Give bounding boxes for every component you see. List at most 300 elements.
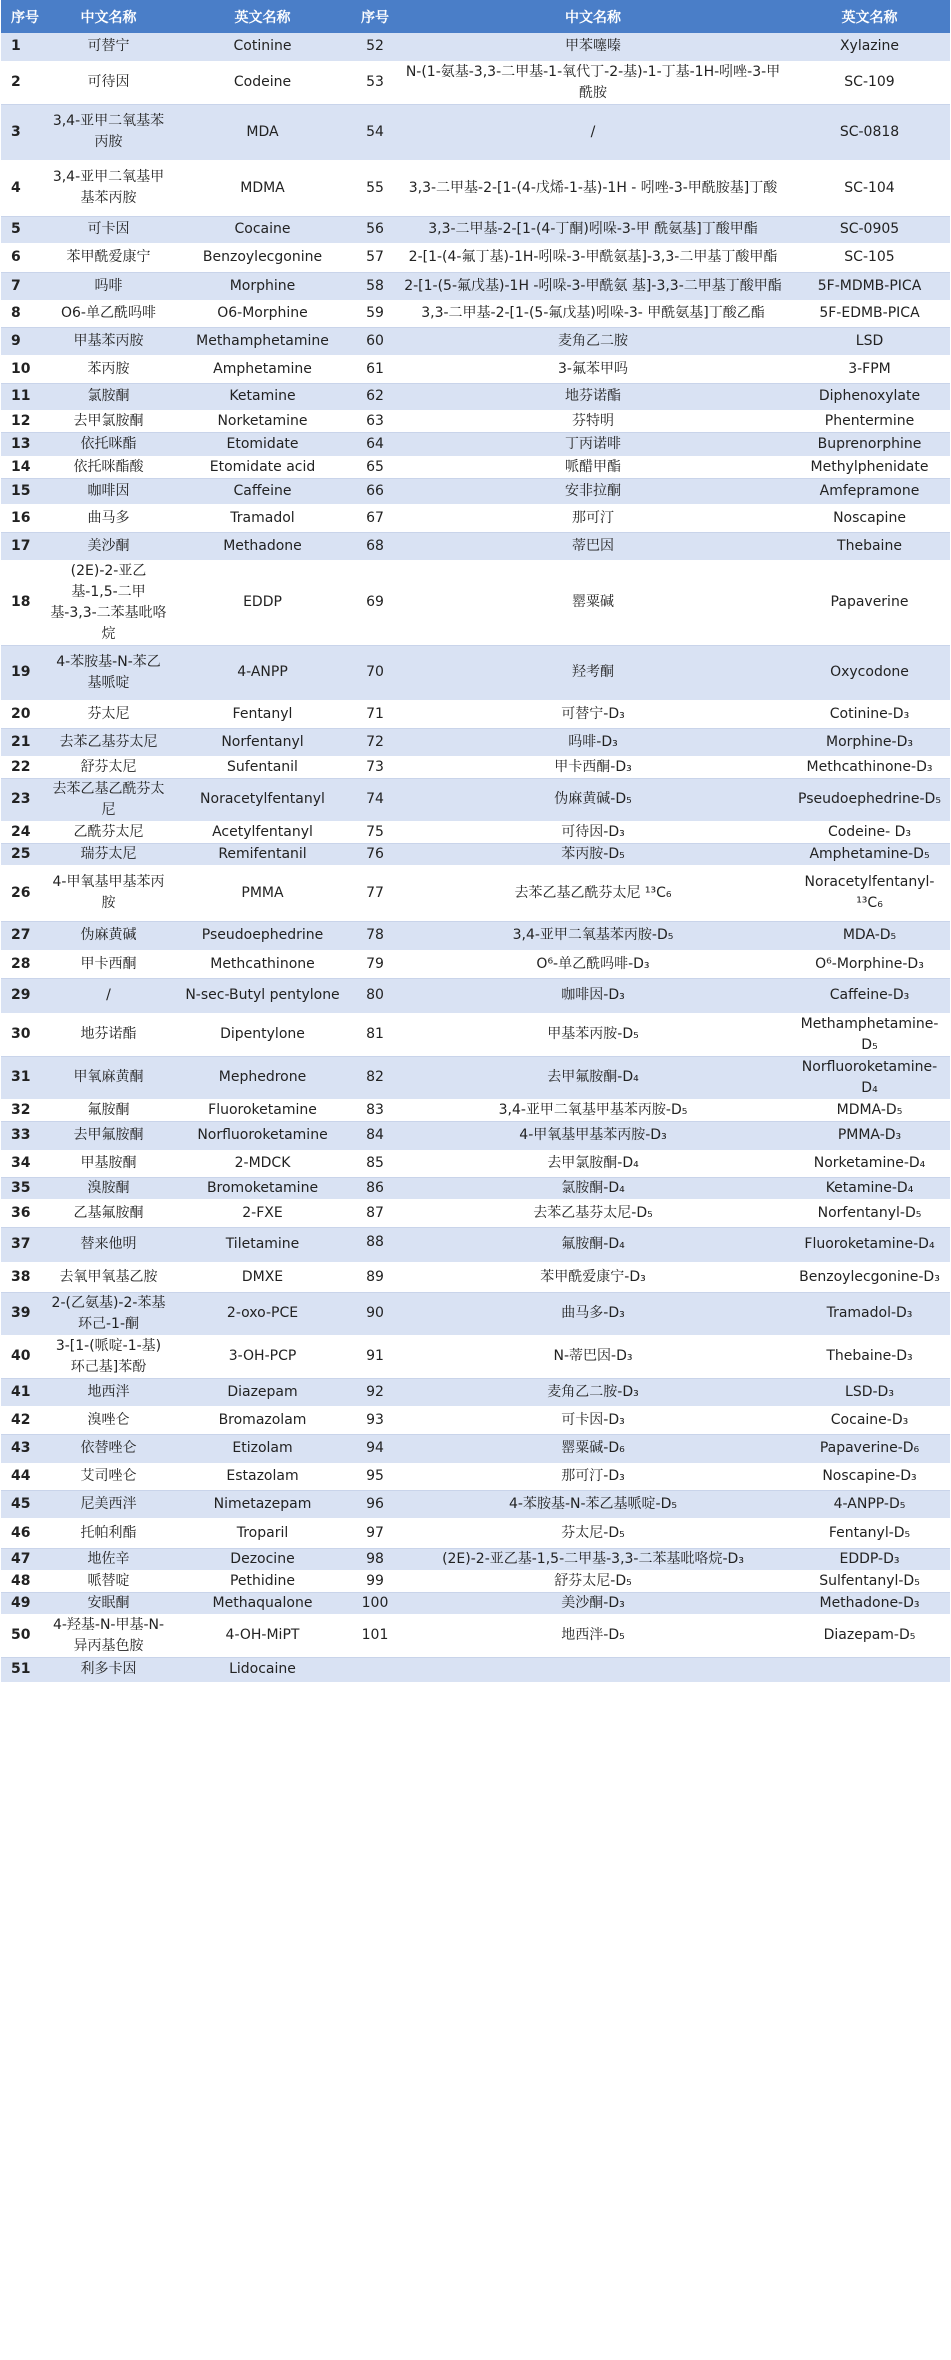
cell-chinese-name-right: N-(1-氨基-3,3-二甲基-1-氧代丁-2-基)-1-丁基-1H-吲唑-3-甲酰胺 <box>397 61 789 104</box>
cell-chinese-name-right: 罂粟碱-D₆ <box>397 1434 789 1463</box>
cell-english-name-right: Papaverine-D₆ <box>789 1434 950 1463</box>
table-row <box>1 843 950 865</box>
cell-index: 25 <box>1 843 45 865</box>
cell-chinese-name: 氯胺酮 <box>45 383 172 410</box>
table-row <box>1 1262 950 1292</box>
cell-chinese-name-right: 3,4-亚甲二氧基苯丙胺-D₅ <box>397 921 789 950</box>
cell-chinese-name: 去甲氯胺酮 <box>45 410 172 432</box>
cell-chinese-name-right: 罂粟碱 <box>397 560 789 645</box>
cell-chinese-name: 乙基氟胺酮 <box>45 1199 172 1227</box>
cell-index-right: 88 <box>353 1227 397 1262</box>
cell-index-right: 77 <box>353 865 397 921</box>
cell-chinese-name-right: 伪麻黄碱-D₅ <box>397 778 789 821</box>
cell-chinese-name-right: 蒂巴因 <box>397 532 789 560</box>
cell-index: 15 <box>1 478 45 504</box>
cell-chinese-name: 溴唑仑 <box>45 1406 172 1434</box>
cell-index: 16 <box>1 504 45 532</box>
cell-english-name-right: Benzoylecgonine-D₃ <box>789 1262 950 1292</box>
cell-index: 11 <box>1 383 45 410</box>
cell-english-name: Sufentanil <box>172 756 353 778</box>
cell-english-name: DMXE <box>172 1262 353 1292</box>
cell-english-name: 2-FXE <box>172 1199 353 1227</box>
cell-chinese-name: 苯甲酰爱康宁 <box>45 243 172 272</box>
cell-index: 6 <box>1 243 45 272</box>
cell-english-name-right: SC-0905 <box>789 216 950 243</box>
table-row <box>1 1099 950 1121</box>
cell-chinese-name: 去氧甲氧基乙胺 <box>45 1262 172 1292</box>
cell-index: 14 <box>1 456 45 478</box>
cell-english-name-right: Caffeine-D₃ <box>789 978 950 1013</box>
cell-index: 9 <box>1 327 45 355</box>
cell-index-right: 73 <box>353 756 397 778</box>
table-row <box>1 1335 950 1378</box>
cell-english-name-right: Ketamine-D₄ <box>789 1177 950 1199</box>
cell-english-name: Amphetamine <box>172 355 353 383</box>
cell-index-right <box>353 1657 397 1682</box>
cell-index-right: 70 <box>353 645 397 700</box>
table-row <box>1 1378 950 1406</box>
cell-chinese-name-right: 那可汀-D₃ <box>397 1463 789 1490</box>
cell-chinese-name-right: 3,4-亚甲二氧基甲基苯丙胺-D₅ <box>397 1099 789 1121</box>
table-row <box>1 778 950 821</box>
cell-index: 47 <box>1 1548 45 1570</box>
header-chinese-name-right: 中文名称 <box>397 0 789 33</box>
table-row <box>1 1490 950 1518</box>
cell-chinese-name-right: 3-氟苯甲吗 <box>397 355 789 383</box>
table-row <box>1 1463 950 1490</box>
compound-table <box>1 0 950 1683</box>
cell-chinese-name: 芬太尼 <box>45 700 172 728</box>
cell-index: 30 <box>1 1013 45 1056</box>
cell-index-right: 52 <box>353 33 397 61</box>
cell-chinese-name: 美沙酮 <box>45 532 172 560</box>
cell-english-name: Fluoroketamine <box>172 1099 353 1121</box>
cell-chinese-name: 4-苯胺基-N-苯乙基哌啶 <box>45 645 172 700</box>
cell-chinese-name-right: 苯甲酰爱康宁-D₃ <box>397 1262 789 1292</box>
cell-index: 28 <box>1 950 45 978</box>
cell-english-name: Cotinine <box>172 33 353 61</box>
cell-index: 44 <box>1 1463 45 1490</box>
cell-index: 49 <box>1 1592 45 1614</box>
cell-index: 45 <box>1 1490 45 1518</box>
cell-chinese-name: 氟胺酮 <box>45 1099 172 1121</box>
cell-english-name-right: 3-FPM <box>789 355 950 383</box>
cell-english-name: Pseudoephedrine <box>172 921 353 950</box>
cell-english-name-right: EDDP-D₃ <box>789 1548 950 1570</box>
table-row <box>1 1592 950 1614</box>
cell-english-name: Cocaine <box>172 216 353 243</box>
cell-english-name: 2-oxo-PCE <box>172 1292 353 1335</box>
cell-chinese-name-right: 美沙酮-D₃ <box>397 1592 789 1614</box>
cell-index-right: 65 <box>353 456 397 478</box>
cell-english-name: Noracetylfentanyl <box>172 778 353 821</box>
cell-chinese-name-right: 去苯乙基乙酰芬太尼 ¹³C₆ <box>397 865 789 921</box>
cell-english-name-right <box>789 1657 950 1682</box>
cell-index: 48 <box>1 1570 45 1592</box>
table-row <box>1 300 950 327</box>
cell-english-name: 4-OH-MiPT <box>172 1614 353 1657</box>
cell-index-right: 89 <box>353 1262 397 1292</box>
cell-chinese-name: 4-羟基-N-甲基-N-异丙基色胺 <box>45 1614 172 1657</box>
cell-index: 26 <box>1 865 45 921</box>
cell-chinese-name: 苯丙胺 <box>45 355 172 383</box>
table-row <box>1 1013 950 1056</box>
cell-index-right: 75 <box>353 821 397 843</box>
cell-index: 51 <box>1 1657 45 1682</box>
table-row <box>1 504 950 532</box>
cell-index: 23 <box>1 778 45 821</box>
cell-index: 42 <box>1 1406 45 1434</box>
cell-index: 19 <box>1 645 45 700</box>
cell-index: 12 <box>1 410 45 432</box>
cell-english-name-right: Buprenorphine <box>789 432 950 456</box>
cell-chinese-name: 尼美西泮 <box>45 1490 172 1518</box>
header-chinese-name-left: 中文名称 <box>45 0 172 33</box>
cell-english-name-right: Norfluoroketamine-D₄ <box>789 1056 950 1099</box>
cell-chinese-name: 3-[1-(哌啶-1-基)环己基]苯酚 <box>45 1335 172 1378</box>
table-row <box>1 1548 950 1570</box>
cell-index-right: 93 <box>353 1406 397 1434</box>
table-row <box>1 1614 950 1657</box>
cell-english-name-right: SC-105 <box>789 243 950 272</box>
cell-chinese-name: 去苯乙基芬太尼 <box>45 728 172 756</box>
cell-index: 5 <box>1 216 45 243</box>
cell-english-name-right: Diphenoxylate <box>789 383 950 410</box>
cell-index-right: 100 <box>353 1592 397 1614</box>
cell-chinese-name: 2-(乙氨基)-2-苯基环己-1-酮 <box>45 1292 172 1335</box>
cell-index-right: 98 <box>353 1548 397 1570</box>
cell-english-name: Morphine <box>172 272 353 300</box>
cell-english-name-right: Papaverine <box>789 560 950 645</box>
cell-index-right: 56 <box>353 216 397 243</box>
cell-index: 24 <box>1 821 45 843</box>
cell-english-name-right: 5F-MDMB-PICA <box>789 272 950 300</box>
cell-english-name: Dezocine <box>172 1548 353 1570</box>
cell-english-name: Benzoylecgonine <box>172 243 353 272</box>
cell-index-right: 57 <box>353 243 397 272</box>
cell-english-name-right: SC-104 <box>789 160 950 216</box>
table-row <box>1 160 950 216</box>
table-row <box>1 355 950 383</box>
header-index-left: 序号 <box>1 0 45 33</box>
cell-english-name-right: Thebaine <box>789 532 950 560</box>
cell-english-name-right: Noscapine-D₃ <box>789 1463 950 1490</box>
cell-index-right: 66 <box>353 478 397 504</box>
cell-chinese-name-right: 可替宁-D₃ <box>397 700 789 728</box>
cell-english-name-right: Oxycodone <box>789 645 950 700</box>
cell-index-right: 85 <box>353 1150 397 1177</box>
table-row <box>1 1056 950 1099</box>
cell-index: 39 <box>1 1292 45 1335</box>
cell-english-name-right: Amfepramone <box>789 478 950 504</box>
cell-index: 33 <box>1 1121 45 1150</box>
cell-chinese-name: 地佐辛 <box>45 1548 172 1570</box>
cell-chinese-name-right: 4-苯胺基-N-苯乙基哌啶-D₅ <box>397 1490 789 1518</box>
cell-chinese-name: 依替唑仑 <box>45 1434 172 1463</box>
cell-chinese-name: 托帕利酯 <box>45 1518 172 1548</box>
table-row <box>1 410 950 432</box>
cell-english-name-right: Cocaine-D₃ <box>789 1406 950 1434</box>
cell-english-name: Bromoketamine <box>172 1177 353 1199</box>
cell-chinese-name-right: (2E)-2-亚乙基-1,5-二甲基-3,3-二苯基吡咯烷-D₃ <box>397 1548 789 1570</box>
cell-chinese-name: (2E)-2-亚乙基-1,5-二甲基-3,3-二苯基吡咯烷 <box>45 560 172 645</box>
cell-index: 38 <box>1 1262 45 1292</box>
cell-english-name: Dipentylone <box>172 1013 353 1056</box>
cell-english-name: Norfluoroketamine <box>172 1121 353 1150</box>
cell-index-right: 61 <box>353 355 397 383</box>
cell-index: 37 <box>1 1227 45 1262</box>
cell-index: 8 <box>1 300 45 327</box>
cell-index-right: 81 <box>353 1013 397 1056</box>
table-row <box>1 978 950 1013</box>
table-row <box>1 1518 950 1548</box>
cell-english-name: Lidocaine <box>172 1657 353 1682</box>
cell-chinese-name: 舒芬太尼 <box>45 756 172 778</box>
cell-english-name: Fentanyl <box>172 700 353 728</box>
table-row <box>1 1292 950 1335</box>
cell-index: 46 <box>1 1518 45 1548</box>
cell-chinese-name: 哌替啶 <box>45 1570 172 1592</box>
cell-index-right: 84 <box>353 1121 397 1150</box>
cell-index: 13 <box>1 432 45 456</box>
cell-index: 43 <box>1 1434 45 1463</box>
cell-index-right: 76 <box>353 843 397 865</box>
table-row <box>1 1570 950 1592</box>
cell-chinese-name-right: 地西泮-D₅ <box>397 1614 789 1657</box>
cell-english-name-right: PMMA-D₃ <box>789 1121 950 1150</box>
table-row <box>1 432 950 456</box>
cell-chinese-name: 地芬诺酯 <box>45 1013 172 1056</box>
cell-chinese-name-right: 可卡因-D₃ <box>397 1406 789 1434</box>
table-row <box>1 1434 950 1463</box>
table-row <box>1 1121 950 1150</box>
cell-chinese-name: 伪麻黄碱 <box>45 921 172 950</box>
cell-english-name-right: Cotinine-D₃ <box>789 700 950 728</box>
cell-index-right: 94 <box>353 1434 397 1463</box>
table-row <box>1 645 950 700</box>
cell-english-name-right: LSD <box>789 327 950 355</box>
table-row <box>1 61 950 104</box>
cell-chinese-name: 乙酰芬太尼 <box>45 821 172 843</box>
cell-chinese-name: 可待因 <box>45 61 172 104</box>
cell-chinese-name-right: 吗啡-D₃ <box>397 728 789 756</box>
cell-index-right: 53 <box>353 61 397 104</box>
cell-chinese-name-right: 芬太尼-D₅ <box>397 1518 789 1548</box>
cell-index-right: 72 <box>353 728 397 756</box>
header-english-name-right: 英文名称 <box>789 0 950 33</box>
cell-english-name: Methadone <box>172 532 353 560</box>
cell-chinese-name: 艾司唑仑 <box>45 1463 172 1490</box>
cell-index: 2 <box>1 61 45 104</box>
cell-chinese-name-right: 去甲氟胺酮-D₄ <box>397 1056 789 1099</box>
cell-chinese-name-right: 丁丙诺啡 <box>397 432 789 456</box>
cell-index: 3 <box>1 104 45 160</box>
cell-english-name: Caffeine <box>172 478 353 504</box>
cell-chinese-name-right: 3,3-二甲基-2-[1-(5-氟戊基)吲哚-3- 甲酰氨基]丁酸乙酯 <box>397 300 789 327</box>
cell-chinese-name-right: 那可汀 <box>397 504 789 532</box>
cell-index: 20 <box>1 700 45 728</box>
cell-chinese-name: 瑞芬太尼 <box>45 843 172 865</box>
cell-chinese-name: 3,4-亚甲二氧基苯丙胺 <box>45 104 172 160</box>
cell-index: 34 <box>1 1150 45 1177</box>
cell-english-name-right: Fentanyl-D₅ <box>789 1518 950 1548</box>
cell-chinese-name: 去甲氟胺酮 <box>45 1121 172 1150</box>
table-row <box>1 478 950 504</box>
table-body <box>1 33 950 1682</box>
cell-chinese-name: 安眠酮 <box>45 1592 172 1614</box>
cell-english-name-right: Amphetamine-D₅ <box>789 843 950 865</box>
cell-english-name: Remifentanil <box>172 843 353 865</box>
cell-english-name: Tramadol <box>172 504 353 532</box>
table-row <box>1 1406 950 1434</box>
cell-english-name: Etomidate <box>172 432 353 456</box>
table-row <box>1 456 950 478</box>
table-row <box>1 921 950 950</box>
cell-chinese-name: 地西泮 <box>45 1378 172 1406</box>
cell-english-name: 2-MDCK <box>172 1150 353 1177</box>
cell-english-name-right: O⁶-Morphine-D₃ <box>789 950 950 978</box>
cell-index: 50 <box>1 1614 45 1657</box>
cell-chinese-name: 4-甲氧基甲基苯丙胺 <box>45 865 172 921</box>
cell-chinese-name-right: 甲苯噻嗪 <box>397 33 789 61</box>
cell-index: 31 <box>1 1056 45 1099</box>
cell-chinese-name: 甲卡西酮 <box>45 950 172 978</box>
cell-index-right: 63 <box>353 410 397 432</box>
cell-index-right: 92 <box>353 1378 397 1406</box>
cell-chinese-name-right: 4-甲氧基甲基苯丙胺-D₃ <box>397 1121 789 1150</box>
table-row <box>1 216 950 243</box>
cell-english-name: Etomidate acid <box>172 456 353 478</box>
cell-english-name: EDDP <box>172 560 353 645</box>
cell-index-right: 91 <box>353 1335 397 1378</box>
cell-index: 40 <box>1 1335 45 1378</box>
cell-chinese-name-right: N-蒂巴因-D₃ <box>397 1335 789 1378</box>
cell-chinese-name: 甲氧麻黄酮 <box>45 1056 172 1099</box>
table-header-row <box>1 0 950 33</box>
cell-index: 10 <box>1 355 45 383</box>
cell-english-name: N-sec-Butyl pentylone <box>172 978 353 1013</box>
cell-chinese-name-right: 3,3-二甲基-2-[1-(4-丁酮)吲哚-3-甲 酰氨基]丁酸甲酯 <box>397 216 789 243</box>
table-row <box>1 272 950 300</box>
cell-index-right: 95 <box>353 1463 397 1490</box>
cell-chinese-name: 3,4-亚甲二氧基甲基苯丙胺 <box>45 160 172 216</box>
table-row <box>1 532 950 560</box>
cell-english-name: Etizolam <box>172 1434 353 1463</box>
cell-english-name: Codeine <box>172 61 353 104</box>
cell-index: 1 <box>1 33 45 61</box>
cell-index: 21 <box>1 728 45 756</box>
cell-english-name: Pethidine <box>172 1570 353 1592</box>
cell-index: 41 <box>1 1378 45 1406</box>
cell-english-name: Bromazolam <box>172 1406 353 1434</box>
cell-chinese-name-right: 氯胺酮-D₄ <box>397 1177 789 1199</box>
cell-chinese-name-right: 3,3-二甲基-2-[1-(4-戊烯-1-基)-1H - 吲唑-3-甲酰胺基]丁酸 <box>397 160 789 216</box>
cell-english-name-right: Codeine- D₃ <box>789 821 950 843</box>
table-row <box>1 756 950 778</box>
cell-index-right: 67 <box>353 504 397 532</box>
cell-english-name-right: Norfentanyl-D₅ <box>789 1199 950 1227</box>
cell-index: 17 <box>1 532 45 560</box>
cell-index-right: 71 <box>353 700 397 728</box>
table-row <box>1 728 950 756</box>
cell-english-name-right: Fluoroketamine-D₄ <box>789 1227 950 1262</box>
cell-index-right: 97 <box>353 1518 397 1548</box>
cell-chinese-name-right: 芬特明 <box>397 410 789 432</box>
cell-english-name: Norfentanyl <box>172 728 353 756</box>
cell-chinese-name-right: 甲基苯丙胺-D₅ <box>397 1013 789 1056</box>
cell-english-name-right: Methcathinone-D₃ <box>789 756 950 778</box>
cell-english-name-right: Morphine-D₃ <box>789 728 950 756</box>
cell-chinese-name-right: 甲卡西酮-D₃ <box>397 756 789 778</box>
cell-english-name: Norketamine <box>172 410 353 432</box>
header-english-name-left: 英文名称 <box>172 0 353 33</box>
cell-chinese-name: 甲基苯丙胺 <box>45 327 172 355</box>
cell-chinese-name: 甲基胺酮 <box>45 1150 172 1177</box>
cell-english-name: Nimetazepam <box>172 1490 353 1518</box>
table-row <box>1 104 950 160</box>
cell-chinese-name-right: / <box>397 104 789 160</box>
cell-english-name-right: Sulfentanyl-D₅ <box>789 1570 950 1592</box>
cell-english-name: MDMA <box>172 160 353 216</box>
cell-index: 7 <box>1 272 45 300</box>
cell-english-name-right: Noracetylfentanyl-¹³C₆ <box>789 865 950 921</box>
cell-index-right: 58 <box>353 272 397 300</box>
cell-chinese-name-right: 曲马多-D₃ <box>397 1292 789 1335</box>
cell-chinese-name-right: 氟胺酮-D₄ <box>397 1227 789 1262</box>
table-row <box>1 1227 950 1262</box>
cell-index-right: 54 <box>353 104 397 160</box>
cell-chinese-name: 依托咪酯 <box>45 432 172 456</box>
cell-english-name-right: Methylphenidate <box>789 456 950 478</box>
cell-chinese-name-right: 2-[1-(4-氟丁基)-1H-吲哚-3-甲酰氨基]-3,3-二甲基丁酸甲酯 <box>397 243 789 272</box>
cell-english-name-right: Phentermine <box>789 410 950 432</box>
cell-chinese-name-right: 舒芬太尼-D₅ <box>397 1570 789 1592</box>
cell-chinese-name-right: 2-[1-(5-氟戊基)-1H -吲哚-3-甲酰氨 基]-3,3-二甲基丁酸甲酯 <box>397 272 789 300</box>
cell-chinese-name-right: 去苯乙基芬太尼-D₅ <box>397 1199 789 1227</box>
cell-chinese-name: O6-单乙酰吗啡 <box>45 300 172 327</box>
cell-english-name-right: Methadone-D₃ <box>789 1592 950 1614</box>
cell-chinese-name-right: 羟考酮 <box>397 645 789 700</box>
cell-index-right: 59 <box>353 300 397 327</box>
table-row <box>1 33 950 61</box>
cell-chinese-name-right <box>397 1657 789 1682</box>
cell-chinese-name: 依托咪酯酸 <box>45 456 172 478</box>
cell-chinese-name: 吗啡 <box>45 272 172 300</box>
cell-index-right: 79 <box>353 950 397 978</box>
cell-english-name-right: Norketamine-D₄ <box>789 1150 950 1177</box>
cell-chinese-name-right: 地芬诺酯 <box>397 383 789 410</box>
cell-index-right: 55 <box>353 160 397 216</box>
cell-index-right: 74 <box>353 778 397 821</box>
cell-index-right: 83 <box>353 1099 397 1121</box>
cell-english-name: Diazepam <box>172 1378 353 1406</box>
cell-index: 29 <box>1 978 45 1013</box>
cell-english-name-right: 4-ANPP-D₅ <box>789 1490 950 1518</box>
cell-chinese-name-right: 安非拉酮 <box>397 478 789 504</box>
table-row <box>1 821 950 843</box>
cell-index: 27 <box>1 921 45 950</box>
cell-chinese-name-right: 麦角乙二胺-D₃ <box>397 1378 789 1406</box>
table-row <box>1 950 950 978</box>
cell-chinese-name: 可卡因 <box>45 216 172 243</box>
cell-index-right: 87 <box>353 1199 397 1227</box>
cell-chinese-name: 可替宁 <box>45 33 172 61</box>
cell-chinese-name: 替来他明 <box>45 1227 172 1262</box>
table-row <box>1 1177 950 1199</box>
cell-english-name: 4-ANPP <box>172 645 353 700</box>
cell-index-right: 78 <box>353 921 397 950</box>
cell-english-name-right: Tramadol-D₃ <box>789 1292 950 1335</box>
